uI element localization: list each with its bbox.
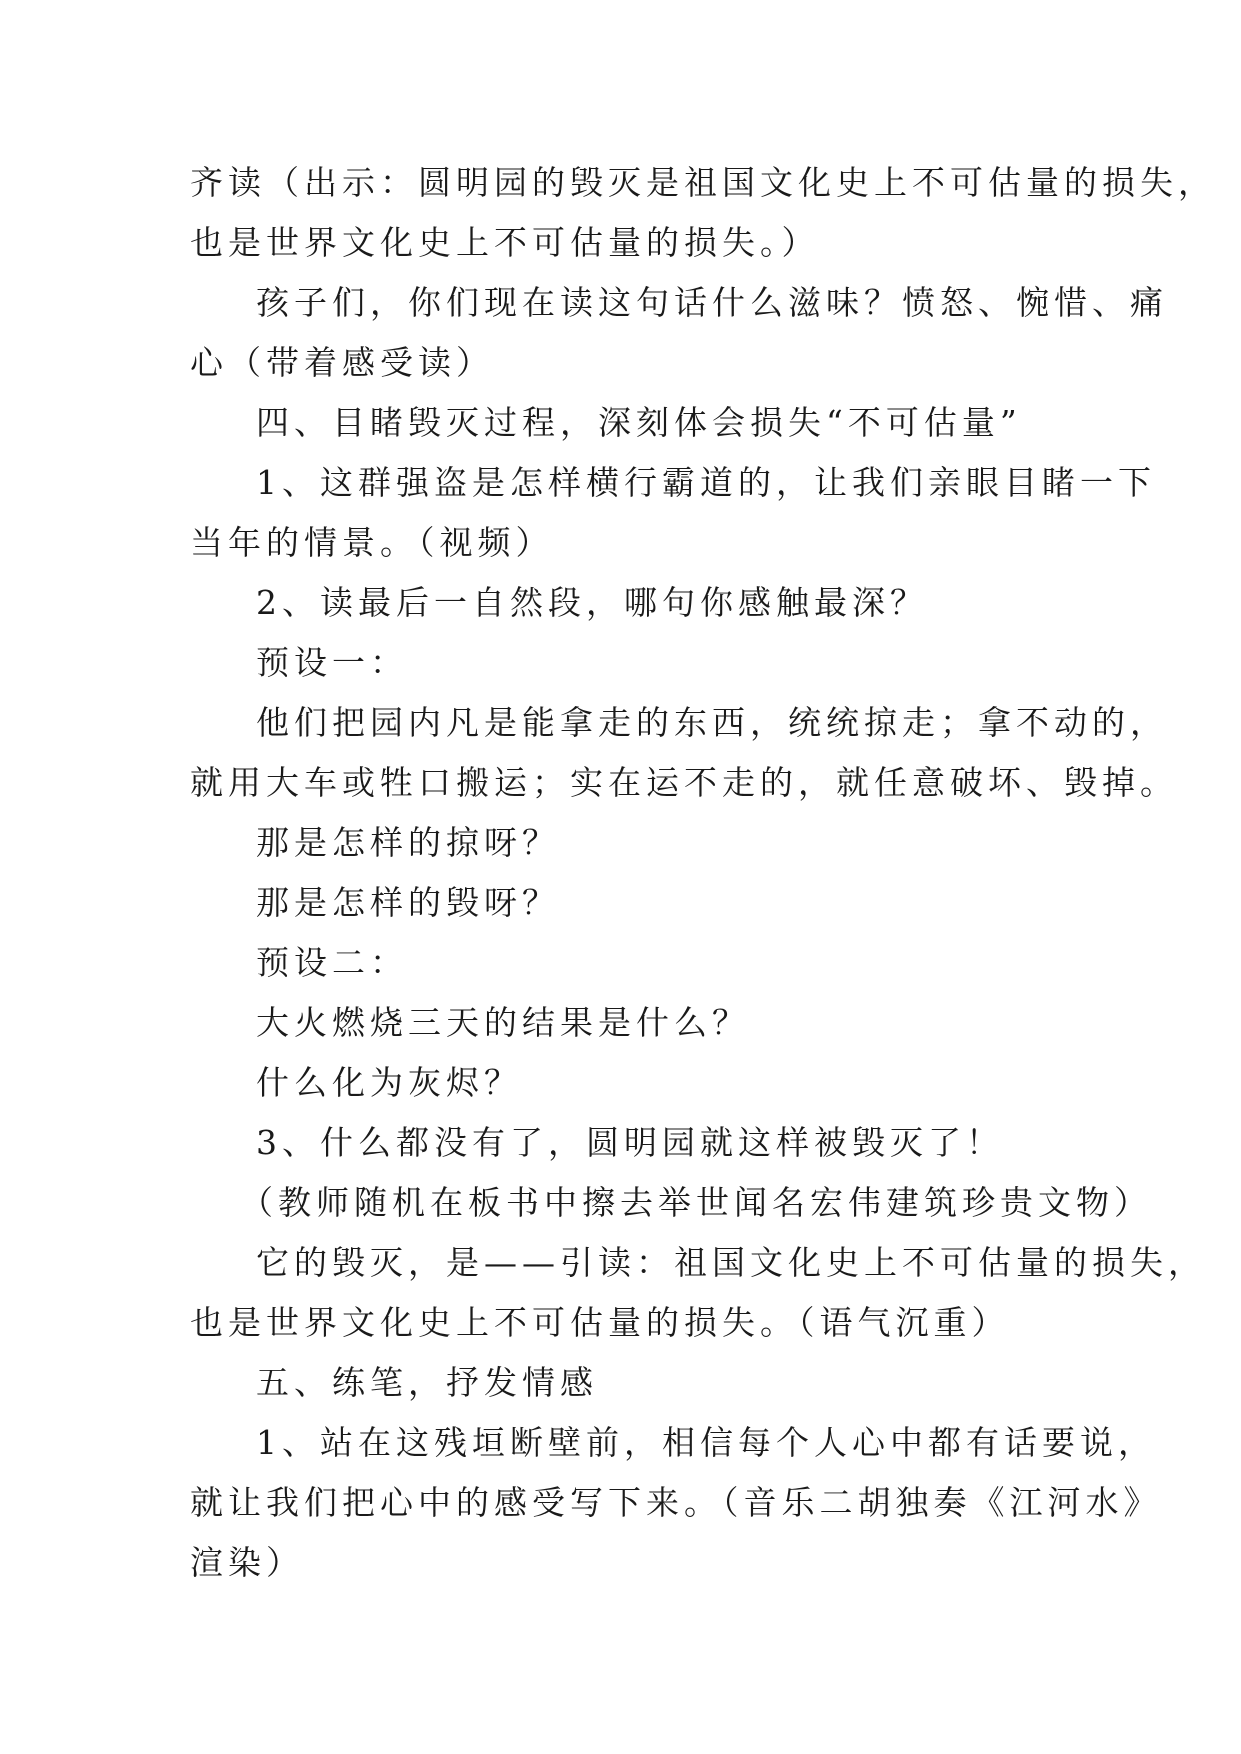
text-line: 3、什么都没有了，圆明园就这样被毁灭了！ [256,1123,1004,1162]
text-line: 1、这群强盗是怎样横行霸道的，让我们亲眼目睹一下 [256,463,1156,502]
text-line: 2、读最后一自然段，哪句你感触最深？ [256,583,928,622]
text-line: 就用大车或牲口搬运；实在运不走的，就任意破坏、毁掉。 [190,763,1178,802]
section-heading: 五、练笔，抒发情感 [256,1363,598,1402]
text-line: 那是怎样的掠呀？ [256,823,560,862]
text-line: 他们把园内凡是能拿走的东西，统统掠走；拿不动的， [256,703,1168,742]
text-line: 它的毁灭，是——引读：祖国文化史上不可估量的损失， [256,1243,1206,1282]
text-line: 那是怎样的毁呀？ [256,883,560,922]
text-line: 齐读（出示：圆明园的毁灭是祖国文化史上不可估量的损失， [190,163,1216,202]
text-line: 也是世界文化史上不可估量的损失。（语气沉重） [190,1303,1010,1342]
text-line: 预设一： [256,643,408,682]
text-line: 孩子们，你们现在读这句话什么滋味？愤怒、惋惜、痛 [256,283,1168,322]
text-line: 1、站在这残垣断壁前，相信每个人心中都有话要说， [256,1423,1156,1462]
text-line: 当年的情景。（视频） [190,523,554,562]
text-line: 大火燃烧三天的结果是什么？ [256,1003,750,1042]
text-line: 心（带着感受读） [190,343,494,382]
section-heading: 四、目睹毁灭过程，深刻体会损失“不可估量” [256,403,1022,442]
text-line: 什么化为灰烬？ [256,1063,522,1102]
text-line: 渲染） [190,1543,304,1582]
text-line: 预设二： [256,943,408,982]
text-line: （教师随机在板书中擦去举世闻名宏伟建筑珍贵文物） [240,1183,1152,1222]
text-line: 也是世界文化史上不可估量的损失。） [190,223,820,262]
text-line: 就让我们把心中的感受写下来。（音乐二胡独奏《江河水》 [190,1483,1162,1522]
